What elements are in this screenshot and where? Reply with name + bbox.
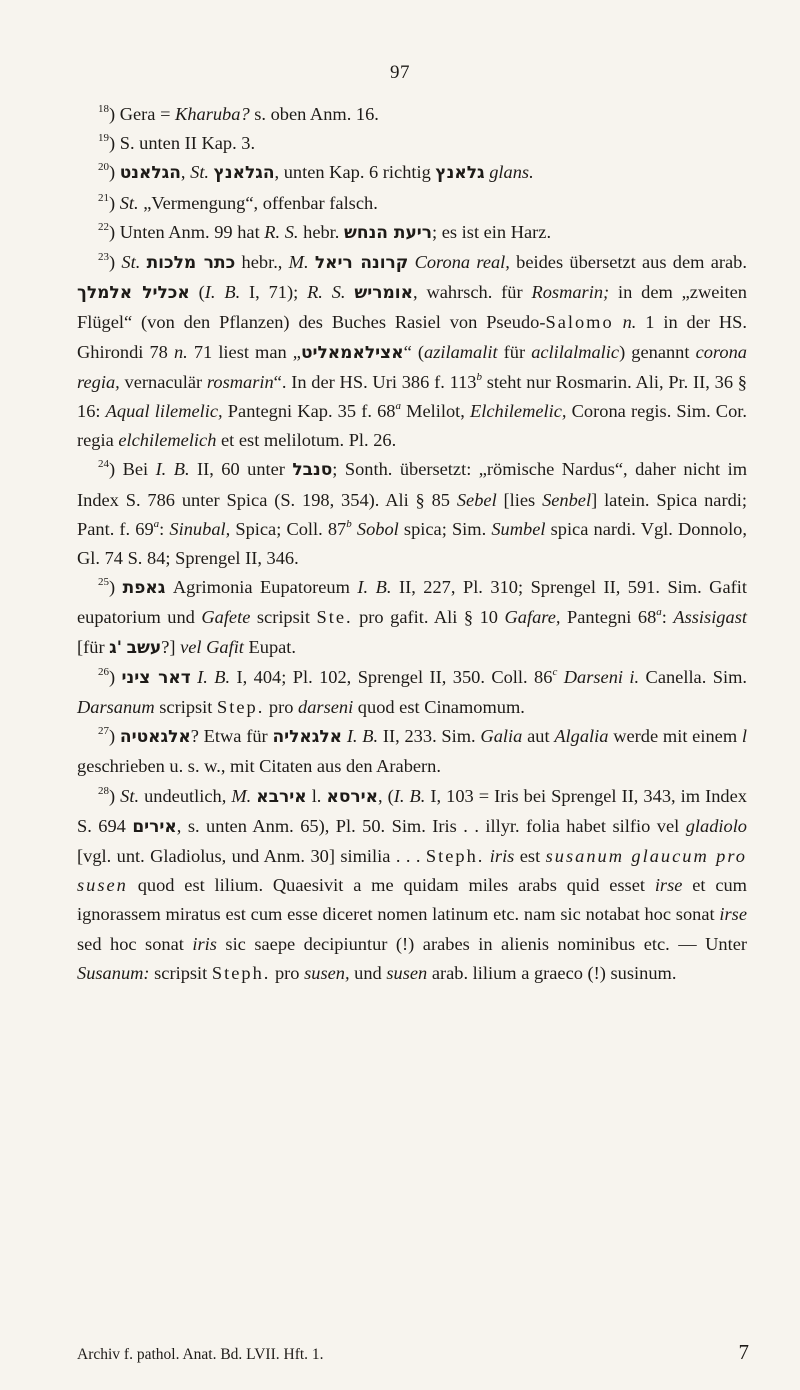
hebrew-text: סנבל bbox=[292, 460, 333, 481]
footnote-text: rosmarin bbox=[206, 371, 274, 392]
footnote-number-paren: ) bbox=[109, 577, 123, 598]
footnote-text: Melilot, bbox=[400, 401, 470, 422]
hebrew-text: כתר מלכות bbox=[146, 253, 236, 274]
footnote-text: aut bbox=[522, 726, 555, 747]
footnote-text: werde mit einem bbox=[608, 726, 742, 747]
footnote-text: , wahrsch. für bbox=[413, 282, 532, 303]
footnote-text: Darsanum bbox=[77, 697, 155, 718]
footnote-text: II, 227, Pl. 310; Sprengel II, 591. Sim. Gafit eupatorium und bbox=[77, 577, 747, 628]
footnote-text: I, 404; Pl. 102, Sprengel II, 350. Coll. 86 bbox=[230, 666, 553, 687]
footnote bbox=[77, 663, 747, 722]
footnote-text: geschrieben u. s. w., mit Citaten aus den Arabern. bbox=[77, 756, 441, 777]
hebrew-text: אירסא bbox=[326, 786, 378, 807]
footnote-text: vel Gafit bbox=[180, 636, 244, 657]
footnote-text: und bbox=[349, 962, 387, 983]
footnote-text: : bbox=[159, 518, 170, 539]
footnote-text: sed hoc sonat bbox=[77, 933, 193, 954]
hebrew-text: הגלאנט bbox=[119, 163, 181, 184]
footnote-text: pro bbox=[270, 962, 305, 983]
footnote-text: , unten Kap. 6 richtig bbox=[274, 162, 436, 183]
footnote-text: ; es ist ein Harz. bbox=[432, 221, 552, 242]
footnote-text: Step. bbox=[217, 697, 265, 718]
footnote bbox=[77, 129, 747, 158]
journal-reference: Archiv f. pathol. Anat. Bd. LVII. Hft. 1. bbox=[77, 1346, 324, 1363]
footnote-text: susen, bbox=[304, 962, 350, 983]
footnote-text: Gafare, bbox=[504, 607, 561, 628]
hebrew-text: גאפת bbox=[122, 578, 166, 599]
footnotes bbox=[77, 100, 747, 988]
footnote-text: quod est Cinamomum. bbox=[353, 697, 525, 718]
footnote-text: Pantegni Kap. 35 f. 68 bbox=[222, 401, 396, 422]
footnote-text: scripsit bbox=[149, 962, 212, 983]
footnote bbox=[77, 573, 747, 663]
footnote-text: , bbox=[180, 162, 191, 183]
footnote-text: Eupat. bbox=[243, 636, 297, 657]
footnote-text: et cum ignorassem miratus est cum esse diceret nomen latinum etc. nam sic notabat hoc sonat bbox=[77, 875, 747, 925]
footnote-number-paren: ) bbox=[109, 252, 122, 273]
footnote-text: Corona regis. Sim. Cor. regia bbox=[77, 401, 747, 451]
footnote-text: spica; Sim. bbox=[398, 518, 492, 539]
footnote-text: I. B. bbox=[197, 666, 231, 687]
footnote-text: St. bbox=[119, 192, 139, 213]
hebrew-text: ריעת הנחש bbox=[344, 222, 433, 243]
footnote-number: 18 bbox=[98, 103, 109, 115]
footnote-text: scripsit bbox=[250, 607, 317, 628]
footnote-text: Unten Anm. 99 hat bbox=[119, 221, 265, 242]
footnote-text: 1 in der HS. Ghirondi 78 bbox=[77, 312, 747, 362]
footnote-text: glans. bbox=[489, 162, 534, 183]
page-number: 97 bbox=[390, 62, 410, 83]
footnote-text: n. bbox=[622, 312, 637, 333]
footnote-text: Salomo bbox=[545, 312, 614, 333]
footnote-text: l. bbox=[306, 785, 327, 806]
footnote-text: ? Etwa für bbox=[190, 726, 273, 747]
folio-superscript: b bbox=[346, 517, 352, 530]
footnote-text: Aqual lilemelic, bbox=[105, 401, 223, 422]
footnote-text: beides übersetzt aus dem arab. bbox=[509, 252, 747, 273]
footnote bbox=[77, 218, 747, 248]
footnote-text: II, 233. Sim. bbox=[378, 726, 481, 747]
footnote-number-paren: ) bbox=[109, 785, 121, 806]
footnote-text: [lies bbox=[496, 489, 543, 510]
footnote-text: I, 71); bbox=[240, 282, 308, 303]
footnote-text: Corona real, bbox=[414, 252, 510, 273]
hebrew-text: אלגאליה bbox=[272, 727, 343, 748]
hebrew-text: גלאנץ bbox=[435, 163, 485, 184]
footnote-text: Pantegni 68 bbox=[560, 607, 657, 628]
footnote-number: 21 bbox=[98, 191, 109, 204]
footnote-text: vernaculär bbox=[119, 371, 207, 392]
footnote-number: 26 bbox=[98, 665, 109, 678]
footnote-number-paren: ) bbox=[109, 221, 120, 242]
footnote-number-paren: ) bbox=[109, 192, 120, 213]
hebrew-text: דאר ציני bbox=[121, 667, 191, 688]
footnote-number-paren: ) bbox=[109, 104, 120, 124]
footnote-text: ?] bbox=[161, 636, 181, 657]
folio-superscript: b bbox=[476, 370, 482, 383]
footnote-text: irse bbox=[654, 875, 683, 896]
footnote-text: I. B. bbox=[357, 577, 392, 598]
footnote-text: pro gafit. Ali § 10 bbox=[352, 607, 505, 628]
hebrew-text: אירבא bbox=[256, 786, 307, 807]
footnote-text: St. bbox=[120, 785, 140, 806]
footnote-number: 23 bbox=[98, 251, 109, 264]
footnote-text: Ste. bbox=[316, 607, 353, 628]
footnote-number-paren: ) bbox=[109, 133, 120, 154]
footnote-text: St. bbox=[121, 252, 141, 273]
footnote-text: Galia bbox=[480, 726, 523, 747]
footnote-text: „Vermengung“, offenbar falsch. bbox=[138, 192, 378, 213]
footnote bbox=[77, 722, 747, 781]
footnote-text: M. bbox=[288, 252, 309, 273]
footnote-text: 71 liest man „ bbox=[187, 341, 301, 362]
footnote-text: [für bbox=[77, 636, 110, 657]
footnote-text: susanum glaucum pro susen bbox=[77, 846, 748, 896]
footnote-text: I. B. bbox=[346, 726, 379, 747]
hebrew-text: 'ג bbox=[109, 637, 122, 658]
footnote-text: Sobol bbox=[356, 518, 399, 539]
footnote-text: Rosmarin; bbox=[531, 282, 610, 303]
footnote-number: 22 bbox=[98, 220, 109, 233]
footnote-text: pro bbox=[264, 697, 299, 718]
hebrew-text: אירים bbox=[132, 816, 177, 837]
footnote-text: iris bbox=[192, 933, 217, 954]
footnote-text: darseni bbox=[298, 697, 354, 718]
footnote-text: [vgl. unt. Gladiolus, und Anm. 30] similia . . . bbox=[77, 846, 426, 867]
footnote-text: Gafete bbox=[201, 607, 251, 628]
footnote-text: iris bbox=[489, 846, 515, 867]
footnote-text: Darseni i. bbox=[563, 666, 640, 687]
hebrew-text: אצילאמאליט bbox=[300, 342, 404, 363]
footnote-number-paren: ) bbox=[109, 162, 120, 183]
page-footer bbox=[77, 1340, 749, 1364]
footnote-text: Canella. Sim. bbox=[639, 666, 747, 687]
hebrew-text: אלגאטיה bbox=[119, 727, 191, 748]
footnote-text: Susanum: bbox=[77, 962, 150, 983]
footnote bbox=[77, 782, 747, 988]
footnote-text: S. unten II Kap. 3. bbox=[119, 133, 256, 154]
footnote-text: “. In der HS. Uri 386 f. 113 bbox=[273, 371, 477, 392]
footnote-text: I. B. bbox=[204, 282, 241, 303]
footnote-text: Sumbel bbox=[491, 518, 546, 539]
footnote-text: in dem „zweiten Flügel“ (von den Pflanzen) des Buches Rasiel von Pseudo- bbox=[77, 282, 747, 333]
footnote-text: I. B. bbox=[155, 459, 190, 480]
hebrew-text: קרונה ריאל bbox=[314, 253, 409, 274]
footnote-text: Sebel bbox=[456, 489, 497, 510]
footnote-text: hebr. bbox=[298, 221, 344, 242]
footnote-text: ) genannt bbox=[619, 341, 696, 362]
footnote bbox=[77, 100, 747, 129]
footnote-text: Bei bbox=[122, 459, 156, 480]
footnote-text: sic saepe decipiuntur (!) arabes in alienis nominibus etc. — Unter bbox=[216, 933, 747, 954]
footnote-text: Spica; Coll. 87 bbox=[230, 518, 347, 539]
footnote-text: : bbox=[661, 607, 674, 628]
footnote bbox=[77, 189, 747, 218]
footnote-text: undeutlich, bbox=[139, 785, 232, 806]
footnote-text: R. S. bbox=[307, 282, 346, 303]
footnote-text: scripsit bbox=[154, 697, 217, 718]
footnote-text: Agrimonia Eupatoreum bbox=[165, 577, 358, 598]
footnote-text: s. oben Anm. 16. bbox=[249, 104, 379, 124]
hebrew-text: הגלאנץ bbox=[213, 163, 275, 184]
footnote-text: susen bbox=[386, 962, 428, 983]
hebrew-text: אכליל אלמלך bbox=[77, 283, 190, 304]
signature-mark: 7 bbox=[738, 1340, 749, 1364]
footnote-text: aclilalmalic bbox=[531, 341, 620, 362]
footnote-text: II, 60 unter bbox=[189, 459, 293, 480]
footnote-text: ; Sonth. übersetzt: „römische Nardus“, daher nicht im Index S. 786 unter Spica (S. 198, 354). Ali § 85 bbox=[77, 459, 747, 510]
footnote-text: M. bbox=[231, 785, 252, 806]
footnote-number-paren: ) bbox=[109, 666, 122, 687]
footnote bbox=[77, 158, 747, 188]
footnote-text: spica nardi. Vgl. Donnolo, Gl. 74 S. 84; Sprengel II, 346. bbox=[77, 518, 747, 569]
footnote-number-paren: ) bbox=[109, 459, 123, 480]
hebrew-text: עשב bbox=[126, 637, 162, 658]
footnote-number: 28 bbox=[98, 784, 109, 797]
footnote-text: hebr., bbox=[235, 252, 289, 273]
footnote-text: Kharuba? bbox=[175, 104, 250, 124]
footnote-text: Sinubal, bbox=[169, 518, 231, 539]
footnote bbox=[77, 248, 747, 455]
footnote-text: Elchilemelic, bbox=[470, 401, 567, 422]
footnote-text: est bbox=[514, 846, 546, 867]
footnote-text: gladiolo bbox=[685, 815, 747, 836]
footnote-text: Senbel bbox=[542, 489, 592, 510]
footnote-text: St. bbox=[190, 162, 210, 183]
folio-superscript: a bbox=[656, 606, 662, 619]
footnote-text: , s. unten Anm. 65), Pl. 50. Sim. Iris . . illyr. folia habet silfio vel bbox=[176, 815, 686, 836]
footnote-text: I, 103 = Iris bei Sprengel II, 343, im Index S. 694 bbox=[77, 785, 747, 836]
footnote-text: arab. lilium a graeco (!) susinum. bbox=[427, 962, 677, 983]
footnote-text: Assisigast bbox=[673, 607, 747, 628]
footnote-number: 27 bbox=[98, 725, 109, 738]
folio-superscript: c bbox=[552, 665, 558, 678]
footnote bbox=[77, 455, 747, 573]
footnote-text: ] latein. Spica nardi; Pant. f. 69 bbox=[77, 489, 747, 539]
footnote-text: quod est lilium. Quaesivit a me quidam miles arabs quid esset bbox=[127, 875, 655, 896]
footnote-text: für bbox=[497, 341, 532, 362]
footnote-number: 19 bbox=[98, 132, 109, 145]
hebrew-text: אומריש bbox=[354, 283, 414, 304]
footnote-number: 20 bbox=[98, 161, 109, 174]
footnote-text: corona regia, bbox=[77, 341, 747, 392]
footnote-number-paren: ) bbox=[109, 726, 120, 747]
folio-superscript: a bbox=[153, 517, 160, 530]
footnote-text: Steph. bbox=[425, 846, 485, 867]
footnote-text bbox=[614, 312, 623, 332]
footnote-text: “ ( bbox=[403, 341, 424, 362]
footnote-text: Steph. bbox=[211, 962, 271, 983]
footnote-text: R. S. bbox=[264, 221, 299, 242]
footnote-text: et est melilotum. Pl. 26. bbox=[216, 430, 397, 451]
footnote-text: I. B. bbox=[393, 785, 426, 806]
footnote-number: 24 bbox=[98, 458, 109, 471]
folio-superscript: a bbox=[395, 400, 401, 413]
footnote-text: steht nur Rosmarin. Ali, Pr. II, 36 § 16: bbox=[77, 371, 748, 422]
footnote-text: l bbox=[741, 726, 747, 747]
footnote-text: ( bbox=[189, 282, 205, 303]
footnote-text: Algalia bbox=[554, 726, 609, 747]
footnote-text: elchilemelich bbox=[118, 430, 217, 451]
footnote-text: irse bbox=[719, 904, 747, 925]
footnote-text: Gera = bbox=[119, 104, 176, 124]
footnote-text: , ( bbox=[378, 785, 394, 806]
footnote-text: azilamalit bbox=[424, 341, 498, 362]
footnote-number: 25 bbox=[98, 576, 109, 589]
footnote-text: n. bbox=[173, 341, 188, 362]
